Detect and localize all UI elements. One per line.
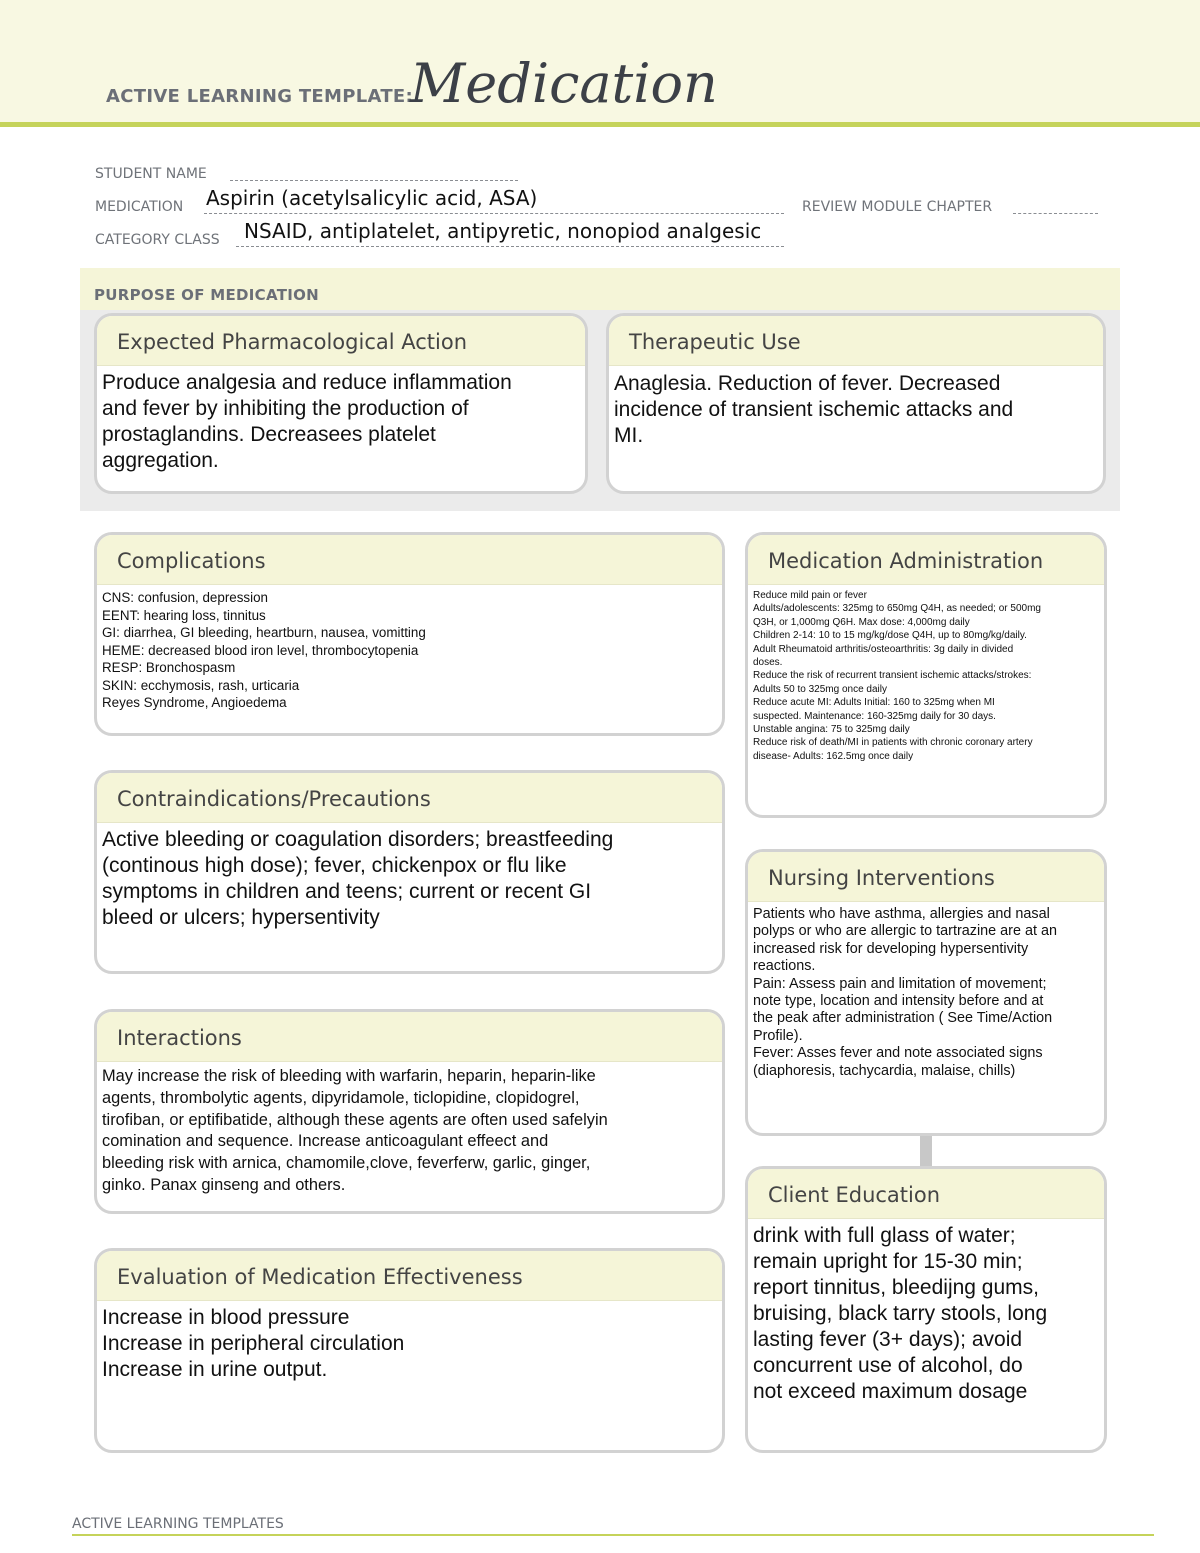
contraindications-text: Active bleeding or coagulation disorders; breastfeeding (continous high dose); fever, chickenpox or flu like symptoms in children and teens; current or recent GI bleed or ulcers; hypersentivity <box>102 828 614 929</box>
evaluation-card <box>94 1248 725 1453</box>
administration-card <box>745 532 1107 818</box>
client-education-text: drink with full glass of water; remain upright for 15-30 min; report tinnitus, bleedijng gums, bruising, black tarry stools, long lasting fever (3+ days); avoid concurrent use of alcohol, do not exceed maximum dosage <box>753 1224 1048 1403</box>
category-class-field[interactable] <box>236 246 784 247</box>
expected-action-card <box>94 313 588 494</box>
header-divider <box>0 122 1200 127</box>
category-class-label: CATEGORY CLASS <box>95 232 220 248</box>
medication-label: MEDICATION <box>95 199 184 215</box>
nursing-interventions-text: Patients who have asthma, allergies and nasal polyps or who are allergic to tartrazine are at an increased risk for developing hypersentivity reactions. Pain: Assess pain and limitation of movement; note type, location and intensity before and at the peak after administration ( See Time/Action Profile). Fever: Asses fever and note associated signs (diaphoresis, tachycardia, malaise, chills) <box>753 906 1057 1079</box>
interactions-card <box>94 1009 725 1214</box>
complications-text: CNS: confusion, depression EENT: hearing loss, tinnitus GI: diarrhea, GI bleeding, heartburn, nausea, vomitting HEME: decreased blood iron level, thrombocytopenia RESP: Bronchospasm SKIN: ecchymosis, rash, urticaria Reyes Syndrome, Angioedema <box>102 590 426 710</box>
category-class-value: NSAID, antiplatelet, antipyretic, nonopiod analgesic <box>244 219 762 243</box>
card-connector <box>920 1136 932 1166</box>
complications-card <box>94 532 725 736</box>
footer-divider <box>72 1534 1154 1536</box>
contraindications-title: Contraindications/Precautions <box>97 773 722 823</box>
therapeutic-use-text: Anaglesia. Reduction of fever. Decreased incidence of transient ischemic attacks and MI. <box>614 372 1014 447</box>
footer-label: ACTIVE LEARNING TEMPLATES <box>72 1516 284 1532</box>
therapeutic-use-card <box>606 313 1106 494</box>
medication-field[interactable] <box>204 213 784 214</box>
page-title: Medication <box>410 52 718 115</box>
medication-value: Aspirin (acetylsalicylic acid, ASA) <box>206 186 538 210</box>
evaluation-text: Increase in blood pressure Increase in peripheral circulation Increase in urine output. <box>102 1306 405 1381</box>
expected-action-title: Expected Pharmacological Action <box>97 316 585 366</box>
student-name-label: STUDENT NAME <box>95 166 207 182</box>
review-module-label: REVIEW MODULE CHAPTER <box>802 199 993 215</box>
nursing-interventions-card <box>745 849 1107 1136</box>
administration-text: Reduce mild pain or fever Adults/adolescents: 325mg to 650mg Q4H, as needed; or 500mg Q3H, or 1,000mg Q6H. Max dose: 4,000mg daily Children 2-14: 10 to 15 mg/kg/dose Q4H, up to 80mg/kg/daily. Adult Rheumatoid arthritis/osteoarthritis: 3g daily in divided doses. Reduce the risk of recurrent transient ischemic attacks/strokes: Adults 50 to 325mg once daily Reduce acute MI: Adults Initial: 160 to 325mg when MI suspected. Maintenance: 160-325mg daily for 30 days. Unstable angina: 75 to 325mg daily Reduce risk of death/MI in patients with chronic coronary artery disease- Adults: 162.5mg once daily <box>753 590 1041 762</box>
review-module-field[interactable] <box>1013 213 1098 214</box>
expected-action-text: Produce analgesia and reduce inflammation and fever by inhibiting the production of prostaglandins. Decreasees platelet aggregation. <box>102 371 512 472</box>
student-name-field[interactable] <box>230 180 518 181</box>
complications-title: Complications <box>97 535 722 585</box>
administration-title: Medication Administration <box>748 535 1104 585</box>
evaluation-title: Evaluation of Medication Effectiveness <box>97 1251 722 1301</box>
interactions-text: May increase the risk of bleeding with warfarin, heparin, heparin-like agents, thrombolytic agents, dipyridamole, ticlopidine, clopidogrel, tirofiban, or eptifibatide, although these agents are often used safelyin comination and sequence. Increase anticoagulant effeect and bleeding risk with arnica, chamomile,clove, feverferw, garlic, ginger, ginko. Panax ginseng and others. <box>102 1067 608 1194</box>
client-education-card <box>745 1166 1107 1453</box>
template-label: ACTIVE LEARNING TEMPLATE: <box>106 86 413 107</box>
interactions-title: Interactions <box>97 1012 722 1062</box>
nursing-interventions-title: Nursing Interventions <box>748 852 1104 902</box>
contraindications-card <box>94 770 725 974</box>
purpose-label: PURPOSE OF MEDICATION <box>94 286 320 304</box>
therapeutic-use-title: Therapeutic Use <box>609 316 1103 366</box>
client-education-title: Client Education <box>748 1169 1104 1219</box>
